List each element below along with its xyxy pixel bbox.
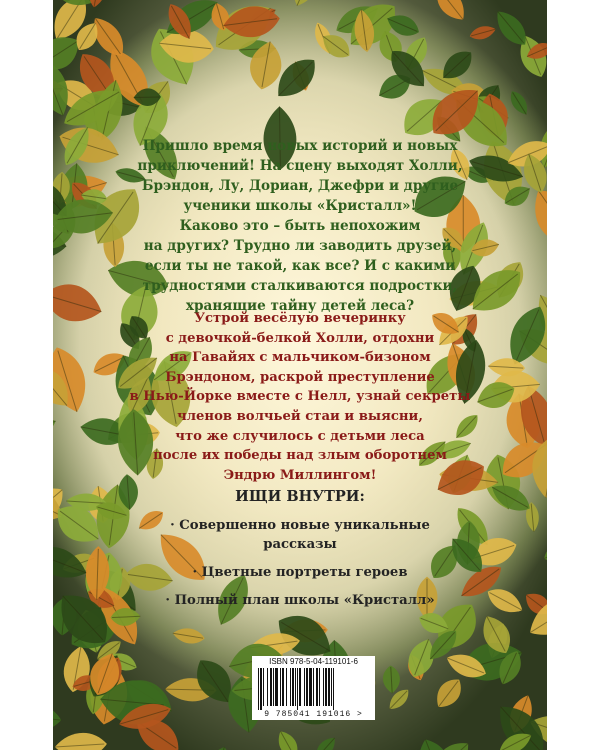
barcode-bar [333, 668, 334, 710]
barcode-bar [263, 668, 264, 706]
barcode-bar [270, 668, 272, 706]
inside-list-item [53, 591, 547, 610]
text-line: хранящие тайну детей леса? [185, 298, 415, 314]
barcode-bar [319, 668, 320, 706]
barcode-bar [309, 668, 312, 706]
barcode-bar [316, 668, 318, 706]
isbn-label: ISBN 978-5-04-119101-6 [269, 657, 358, 666]
text-line: что же случилось с детьми леса [175, 428, 425, 444]
barcode-bar [273, 668, 274, 706]
barcode-bar [286, 668, 287, 706]
inside-list-item-line: · Полный план школы «Кристалл» [165, 593, 435, 608]
barcode-bar [299, 668, 301, 706]
inside-heading: ИЩИ ВНУТРИ: [235, 488, 365, 505]
barcode-bar [304, 668, 305, 706]
barcode-bar [328, 668, 330, 706]
text-line: Брэндоном, раскрой преступление [165, 369, 435, 385]
description-paragraph-red [53, 309, 547, 485]
text-line: если ты не такой, как все? И с какими [144, 258, 456, 274]
inside-list-item [53, 563, 547, 582]
inside-list-item-line: рассказы [263, 537, 337, 552]
barcode-bars [256, 668, 371, 710]
text-line: Каково это – быть непохожим [179, 218, 421, 234]
barcode-bar [325, 668, 327, 706]
description-paragraph-green [53, 136, 547, 316]
barcode-bar [323, 668, 324, 706]
text-line: ученики школы «Кристалл»! [183, 198, 417, 214]
barcode-box [252, 656, 375, 720]
inside-list-item-line: · Цветные портреты героев [192, 565, 408, 580]
barcode-bar [260, 668, 262, 710]
barcode-bar [313, 668, 314, 706]
text-line: на Гавайях с мальчиком-бизоном [169, 350, 431, 366]
barcode-bar [292, 668, 294, 706]
text-line: Брэндон, Лу, Дориан, Джефри и другие [141, 178, 459, 194]
text-line: членов волчьей стаи и выясни, [177, 408, 423, 424]
barcode-bar [282, 668, 284, 706]
barcode-bar [297, 668, 298, 710]
inside-section [53, 487, 547, 619]
barcode-bar [295, 668, 296, 706]
text-line: в Нью-Йорке вместе с Нелл, узнай секреты [129, 389, 471, 405]
text-line: Пришло время новых историй и новых [142, 138, 458, 154]
text-line: Устрой весёлую вечеринку [194, 311, 406, 326]
inside-list [53, 516, 547, 610]
barcode-bar [290, 668, 291, 706]
inside-list-item-line: · Совершенно новые уникальные [170, 518, 430, 533]
barcode-bar [267, 668, 268, 706]
barcode-bar [306, 668, 308, 706]
barcode-bar [331, 668, 332, 706]
book-back-cover [53, 0, 547, 750]
text-line: приключений! На сцену выходят Холли, [137, 158, 463, 174]
barcode-bar [258, 668, 259, 710]
inside-list-item [53, 516, 547, 554]
text-line: Эндрю Миллингом! [223, 467, 377, 483]
text-line: с девочкой-белкой Холли, отдохни [165, 330, 435, 346]
barcode-digits: 9 785041 191016 > [264, 710, 363, 719]
text-line: на других? Трудно ли заводить друзей, [143, 238, 457, 254]
barcode-bar [275, 668, 278, 706]
text-line: после их победы над злым оборотнем [153, 448, 447, 464]
barcode-bar [280, 668, 281, 706]
text-line: трудностями сталкиваются подростки, [142, 278, 458, 294]
